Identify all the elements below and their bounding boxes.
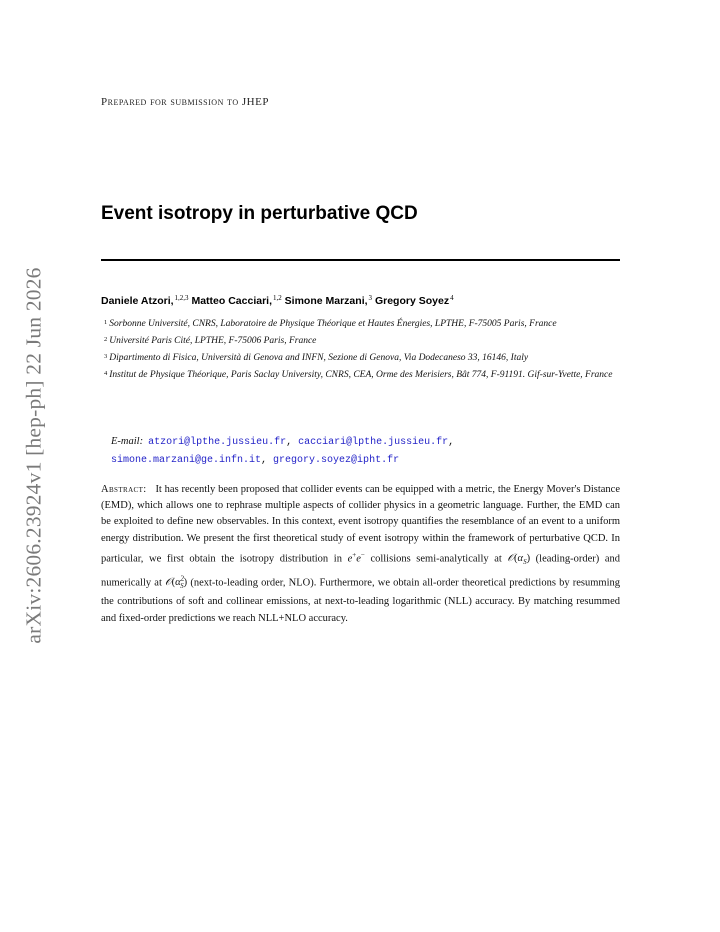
affiliation-text: Institut de Physique Théorique, Paris Saclay University, CNRS, CEA, Orme des Merisiers, Bât 774, F-91191. Gif-sur-Yvette, France (109, 370, 613, 380)
email-link[interactable]: atzori@lpthe.jussieu.fr (148, 437, 287, 448)
journal-preparation-note: Prepared for submission to JHEP (101, 96, 269, 108)
abstract-text: (leading-order) and numerically at (101, 553, 620, 589)
author-name: Gregory Soyez (374, 295, 450, 307)
author-name: Matteo Cacciari, (191, 295, 272, 307)
affiliation-text: Dipartimento di Fisica, Università di Genova and INFN, Sezione di Genova, Via Dodecaneso 33, 16146, Italy (109, 353, 529, 363)
affiliation-item (104, 352, 620, 365)
title-rule (101, 259, 620, 261)
affiliation-text: Université Paris Cité, LPTHE, F-75006 Paris, France (109, 336, 317, 346)
author-affiliation-marks: 1,2,3 (174, 294, 189, 302)
math-order-alpha-s: $𝒪(\alpha_S)$ (507, 553, 531, 567)
email-link[interactable]: simone.marzani@ge.infn.it (111, 455, 262, 466)
affiliation-item (104, 335, 620, 348)
affiliation-text: Sorbonne Université, CNRS, Laboratoire de Physique Théorique et Hautes Énergies, LPTHE, F-75005 Paris, France (109, 319, 557, 329)
author-name: Simone Marzani, (284, 295, 368, 307)
affiliations (104, 318, 620, 386)
affiliation-item (104, 369, 620, 382)
abstract-text: (next-to-leading order, NLO). Furthermore, we obtain all-order theoretical predictions by resumming the contributions of soft and collinear emissions, at next-to-leading logarithmic (NLL) accuracy. By matching resummed and fixed-order predictions we reach NLL+NLO accuracy. (101, 577, 620, 624)
email-link[interactable]: gregory.soyez@ipht.fr (273, 455, 400, 466)
abstract-text: It has recently been proposed that collider events can be equipped with a metric, the Energy Mover's Distance (EMD), which allows one to rephrase multiple aspects of collider physics in a geometric language. Further, the EMD can be exploited to define new observables. In this context, event isotropy quantifies the resemblance of an event to a uniform energy distribution. We present the first theoretical study of event isotropy within the framework of perturbative QCD. In particular, we first obtain the isotropy distribution in (101, 484, 620, 565)
math-order-alpha-s-squared: $𝒪(\alpha^2_S)$ (165, 574, 188, 591)
author-affiliation-marks: 4 (450, 294, 454, 302)
author-list (101, 294, 454, 307)
affiliation-number: 3 (104, 353, 108, 360)
affiliation-item (104, 318, 620, 331)
math-epem: e (347, 553, 353, 565)
affiliation-number: 1 (104, 319, 108, 326)
arxiv-identifier (16, 258, 52, 652)
paper-title: Event isotropy in perturbative QCD (101, 203, 418, 224)
affiliation-number: 4 (104, 370, 108, 377)
arxiv-identifier-text: arXiv:2606.23924v1 [hep-ph] 22 Jun 2026 (21, 266, 46, 644)
author-affiliation-marks: 3 (368, 294, 373, 302)
abstract: Abstract: It has recently been proposed that collider events can be equipped with a metric, the Energy Mover's Distance (EMD), which allows one to rephrase multiple aspects of collider physics in a geometric language. Further, the EMD can be exploited to define new observables. In this context, event isotropy quantifies the resemblance of an event to a uniform energy distribution. We present the first theoretical study of event isotropy within the framework of perturbative QCD. In particular, we first obtain the isotropy distribution in e+e− collisions semi-analytically at $𝒪(\alpha_S)$ (leading-order) and numerically at $𝒪(\alpha^2_S)$ (next-to-leading order, NLO). Furthermore, we obtain all-order theoretical predictions by resumming the contributions of soft and collinear emissions, at next-to-leading logarithmic (NLL) accuracy. By matching resummed and fixed-order predictions we reach NLL+NLO accuracy. (101, 484, 620, 624)
author-affiliation-marks: 1,2 (273, 294, 282, 302)
email-block: E-mail: atzori@lpthe.jussieu.fr, cacciari@lpthe.jussieu.fr, simone.marzani@ge.infn.it, gregory.soyez@ipht.fr (111, 436, 455, 466)
author-name: Daniele Atzori, (101, 295, 174, 307)
email-link[interactable]: cacciari@lpthe.jussieu.fr (298, 437, 449, 448)
email-label: E-mail: (111, 436, 144, 447)
abstract-label: Abstract: (101, 484, 147, 495)
affiliation-number: 2 (104, 336, 108, 343)
abstract-text: collisions semi-analytically at (364, 553, 508, 565)
